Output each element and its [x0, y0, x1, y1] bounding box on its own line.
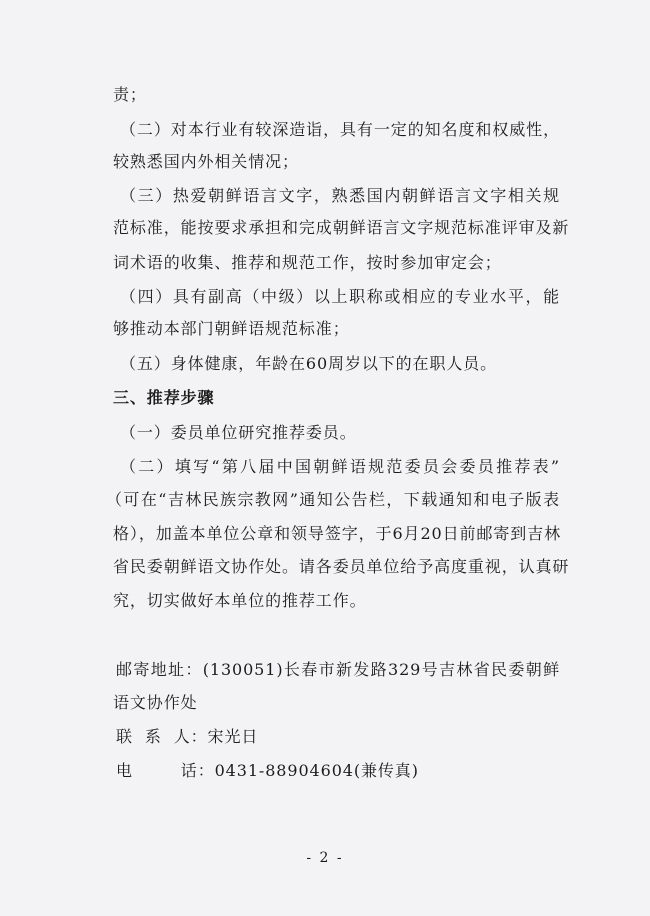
page-number: - 2 -	[306, 850, 344, 866]
text-line: 省民委朝鲜语文协作处。请各委员单位给予高度重视，认真研	[113, 557, 570, 576]
text-line: 责；	[113, 85, 147, 104]
section-heading: 三、推荐步骤	[113, 388, 215, 407]
text-line: 较熟悉国内外相关情况；	[113, 152, 299, 171]
text-line: 词术语的收集、推荐和规范工作，按时参加审定会；	[113, 253, 502, 272]
contact-person: 联 系 人：宋光日	[116, 727, 259, 746]
mailing-address-continued: 语文协作处	[113, 693, 198, 712]
text-line: （二）填写“第八届中国朝鲜语规范委员会委员推荐表”	[120, 457, 560, 476]
mailing-address: 邮寄地址：(130051)长春市新发路329号吉林省民委朝鲜	[116, 660, 560, 679]
text-line: （五）身体健康，年龄在60周岁以下的在职人员。	[120, 354, 498, 373]
text-line: （可在“吉林民族宗教网”通知公告栏，下载通知和电子版表	[106, 490, 560, 509]
text-line: （二）对本行业有较深造诣，具有一定的知名度和权威性，	[120, 120, 560, 139]
telephone: 电 话：0431-88904604(兼传真)	[116, 761, 419, 780]
text-line: 够推动本部门朝鲜语规范标准；	[113, 319, 350, 338]
text-line: （四）具有副高（中级）以上职称或相应的专业水平，能	[120, 287, 560, 306]
text-line: 究，切实做好本单位的推荐工作。	[113, 591, 367, 610]
text-line: 格），加盖本单位公章和领导签字，于6月20日前邮寄到吉林	[113, 524, 561, 543]
text-line: （一）委员单位研究推荐委员。	[120, 423, 357, 442]
text-line: （三）热爱朝鲜语言文字，熟悉国内朝鲜语言文字相关规	[120, 186, 560, 205]
text-line: 范标准，能按要求承担和完成朝鲜语言文字规范标准评审及新	[113, 218, 570, 237]
